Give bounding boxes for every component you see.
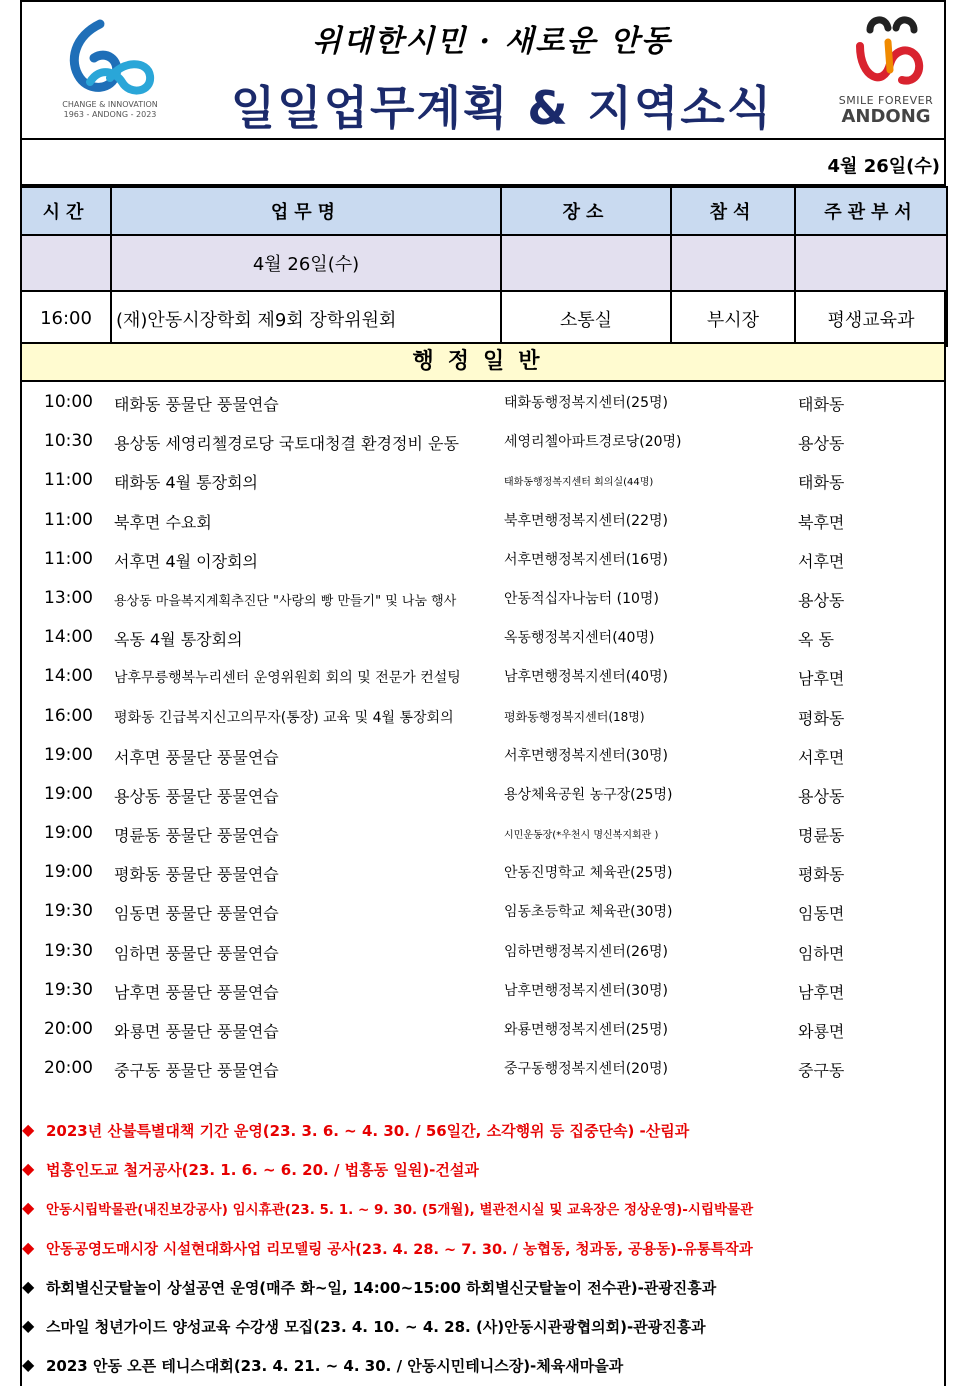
item-task: 용상동 세영리첼경로당 국토대청결 환경정비 운동: [114, 434, 459, 454]
list-item: [22, 1009, 944, 1048]
empty-cell: [671, 235, 795, 291]
diamond-bullet-icon: ◆: [22, 1355, 35, 1375]
list-item: [22, 382, 944, 421]
item-place: 시민운동장(*우천시 명신복지회관 ): [504, 830, 659, 842]
schedule-list: [22, 382, 944, 1087]
list-item: [22, 539, 944, 578]
list-item: [22, 578, 944, 617]
item-time: 20:00: [44, 1019, 93, 1039]
item-task: 임동면 풍물단 풍물연습: [114, 904, 279, 924]
news-text: 법흥인도교 철거공사(23. 1. 6. ~ 6. 20. / 법흥동 일원)-건설과: [46, 1161, 479, 1180]
smile-andong-logo-icon: [830, 12, 950, 92]
item-task: 명륜동 풍물단 풍물연습: [114, 826, 279, 846]
item-place: 와룡면행정복지센터(25명): [504, 1022, 668, 1038]
item-dept: 서후면: [798, 551, 845, 571]
item-place: 용상체육공원 농구장(25명): [504, 786, 673, 803]
header-place: 장소: [501, 187, 671, 235]
item-place: 안동진명학교 체육관(25명): [504, 865, 673, 882]
header: [20, 0, 946, 140]
list-item: [22, 891, 944, 930]
item-task: 와룡면 풍물단 풍물연습: [114, 1022, 279, 1041]
item-time: 19:00: [44, 744, 93, 765]
item-task: 평화동 긴급복지신고의무자(통장) 교육 및 4월 통장회의: [114, 709, 454, 726]
news-item: [22, 1188, 944, 1227]
item-place: 서후면행정복지센터(30명): [504, 747, 668, 764]
item-dept: 용상동: [798, 590, 845, 610]
item-place: 중구동행정복지센터(20명): [504, 1061, 668, 1078]
list-item: [22, 617, 944, 656]
smile-forever-text: SMILE FOREVER: [838, 94, 934, 107]
news-text: 안동시립박물관(내진보강공사) 임시휴관(23. 5. 1. ~ 9. 30. (5개월), 별관전시실 및 교육장은 정상운영)-시립박물관: [46, 1202, 754, 1219]
item-place: 안동적십자나눔터 (10명): [504, 590, 659, 607]
list-item: [22, 735, 944, 774]
diamond-bullet-icon: ◆: [22, 1315, 35, 1335]
item-task: 서후면 풍물단 풍물연습: [114, 747, 279, 767]
item-time: 16:00: [44, 705, 93, 726]
list-item: [22, 813, 944, 852]
list-item: [22, 852, 944, 891]
item-place: 세영리첼아파트경로당(20명): [504, 434, 682, 451]
report-date: 4월 26일(수): [827, 156, 940, 177]
page-title: 일일업무계획 & 지역소식: [230, 81, 774, 135]
item-time: 14:00: [44, 627, 93, 648]
item-task: 태화동 4월 통장회의: [114, 473, 258, 493]
andong-brand-text: ANDONG: [841, 106, 931, 127]
item-task: 남후면 풍물단 풍물연습: [114, 982, 279, 1002]
item-time: 14:00: [44, 666, 93, 687]
diamond-bullet-icon: ◆: [22, 1198, 35, 1218]
item-task: 용상동 풍물단 풍물연습: [114, 786, 279, 806]
item-time: 19:30: [44, 940, 93, 961]
item-place: 옥동행정복지센터(40명): [504, 630, 655, 647]
item-task: 서후면 4월 이장회의: [114, 551, 258, 571]
list-item: [22, 421, 944, 460]
row-task: (재)안동시장학회 제9회 장학위원회: [111, 291, 501, 346]
item-time: 19:00: [44, 783, 93, 804]
item-time: 19:00: [44, 823, 93, 844]
item-dept: 남후면: [798, 982, 845, 1002]
item-time: 10:30: [44, 431, 93, 452]
empty-cell: [501, 235, 671, 291]
list-item: [22, 931, 944, 970]
news-text: 스마일 청년가이드 양성교육 수강생 모집(23. 4. 10. ~ 4. 28. (사)안동시관광협의회)-관광진흥과: [46, 1317, 706, 1336]
item-place: 임하면행정복지센터(26명): [504, 943, 668, 960]
diamond-bullet-icon: ◆: [22, 1120, 35, 1139]
table-date-cell: 4월 26일(수): [111, 235, 501, 291]
header-attend: 참석: [671, 187, 795, 235]
city-slogan: 위대한시민 · 새로운 안동: [312, 24, 672, 59]
item-time: 19:30: [44, 979, 93, 1000]
news-text: 안동공영도매시장 시설현대화사업 리모델링 공사(23. 4. 28. ~ 7. 30. / 농협동, 청과동, 공용동)-유통특작과: [46, 1241, 753, 1258]
news-text: 하회별신굿탈놀이 상설공연 운영(매주 화~일, 14:00~15:00 하회별신굿탈놀이 전수관)-관광진흥과: [46, 1278, 717, 1297]
list-item: [22, 460, 944, 499]
news-text: 2023년 산불특별대책 기간 운영(23. 3. 6. ~ 4. 30. / 56일간, 소각행위 등 집중단속) -산림과: [46, 1122, 690, 1140]
row-place: 소통실: [501, 291, 671, 346]
item-task: 태화동 풍물단 풍물연습: [114, 395, 279, 414]
logo-caption-line1: CHANGE & INNOVATION: [62, 100, 158, 109]
item-dept: 옥 동: [798, 630, 834, 650]
logo-caption: [48, 100, 172, 120]
item-time: 13:00: [44, 587, 93, 608]
section-title: 행정일반: [20, 342, 946, 382]
diamond-bullet-icon: ◆: [22, 1159, 35, 1179]
local-news-list: [22, 1110, 944, 1384]
item-task: 옥동 4월 통장회의: [114, 630, 243, 650]
item-task: 용상동 마을복지계획추진단 "사랑의 빵 만들기" 및 나눔 행사: [114, 593, 457, 609]
empty-cell: [795, 235, 947, 291]
item-dept: 북후면: [798, 512, 845, 532]
item-time: 11:00: [44, 470, 93, 491]
news-item: [22, 1306, 944, 1345]
item-place: 평화동행정복지센터(18명): [504, 709, 645, 724]
item-time: 20:00: [44, 1058, 93, 1079]
news-item: [22, 1345, 944, 1384]
item-time: 11:00: [44, 548, 93, 569]
item-task: 임하면 풍물단 풍물연습: [114, 943, 279, 963]
item-dept: 와룡면: [798, 1022, 845, 1041]
item-task: 평화동 풍물단 풍물연습: [114, 865, 279, 885]
news-item: [22, 1267, 944, 1306]
table-row: [21, 291, 947, 346]
item-dept: 임동면: [798, 904, 845, 924]
list-item: [22, 696, 944, 735]
item-time: 19:00: [44, 862, 93, 883]
item-place: 남후면행정복지센터(40명): [504, 669, 668, 686]
item-place: 태화동행정복지센터(25명): [504, 395, 668, 411]
item-task: 중구동 풍물단 풍물연습: [114, 1061, 279, 1081]
empty-cell: [21, 235, 111, 291]
list-item: [22, 656, 944, 695]
date-row: [20, 140, 946, 186]
item-time: 19:30: [44, 901, 93, 922]
item-dept: 태화동: [798, 395, 845, 414]
row-time: 16:00: [21, 291, 111, 346]
diamond-bullet-icon: ◆: [22, 1237, 35, 1257]
table-date-row: [21, 235, 947, 291]
item-dept: 중구동: [798, 1061, 845, 1081]
row-dept: 평생교육과: [795, 291, 947, 346]
news-text: 2023 안동 오픈 테니스대회(23. 4. 21. ~ 4. 30. / 안동시민테니스장)-체육새마을과: [46, 1357, 624, 1376]
item-time: 11:00: [44, 509, 93, 530]
row-attend: 부시장: [671, 291, 795, 346]
item-place: 임동초등학교 체육관(30명): [504, 904, 673, 921]
item-dept: 서후면: [798, 747, 845, 767]
header-time: 시간: [21, 187, 111, 235]
item-dept: 태화동: [798, 473, 845, 493]
item-place: 북후면행정복지센터(22명): [504, 512, 668, 529]
item-dept: 남후면: [798, 669, 845, 689]
item-dept: 임하면: [798, 943, 845, 963]
list-item: [22, 970, 944, 1009]
main-schedule-table: [20, 186, 948, 347]
header-task: 업무명: [111, 187, 501, 235]
table-header-row: [21, 187, 947, 235]
item-dept: 평화동: [798, 865, 845, 885]
header-dept: 주관부서: [795, 187, 947, 235]
item-time: 10:00: [44, 392, 93, 412]
item-place: 서후면행정복지센터(16명): [504, 551, 668, 568]
list-item: [22, 1048, 944, 1087]
item-place: 태화동행정복지센터 회의실(44명): [504, 477, 654, 489]
item-dept: 용상동: [798, 786, 845, 806]
list-item: [22, 500, 944, 539]
item-dept: 평화동: [798, 708, 845, 728]
diamond-bullet-icon: ◆: [22, 1276, 35, 1296]
news-item: [22, 1149, 944, 1188]
logo-caption-line2: 1963 - ANDONG - 2023: [63, 110, 157, 119]
item-dept: 명륜동: [798, 826, 845, 846]
list-item: [22, 774, 944, 813]
item-task: 북후면 수요회: [114, 512, 212, 532]
news-item: [22, 1228, 944, 1267]
item-dept: 용상동: [798, 434, 845, 454]
item-task: 남후무릉행복누리센터 운영위원회 회의 및 전문가 컨설팅: [114, 670, 461, 687]
news-item: [22, 1110, 944, 1149]
item-place: 남후면행정복지센터(30명): [504, 982, 668, 999]
